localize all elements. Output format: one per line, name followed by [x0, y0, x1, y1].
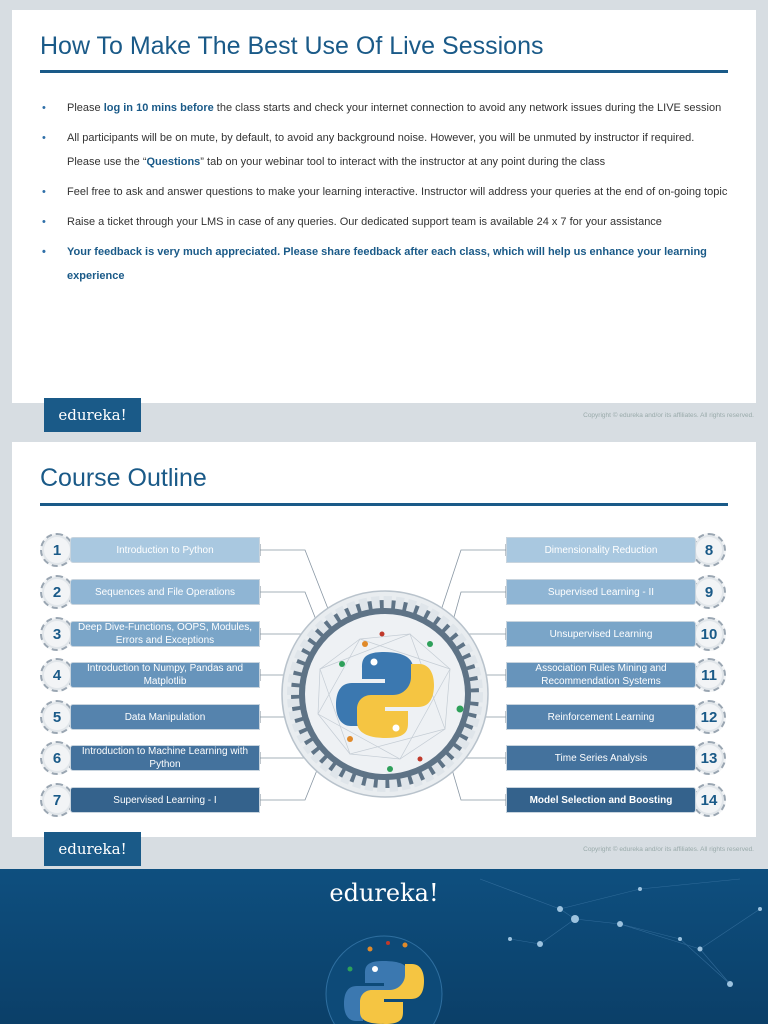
copyright-text: Copyright © edureka and/or its affiliates. All rights reserved.	[583, 412, 754, 419]
copyright-text: Copyright © edureka and/or its affiliates. All rights reserved.	[583, 846, 754, 853]
module-label: Unsupervised Learning	[506, 621, 696, 647]
module-number: 11	[692, 658, 726, 692]
module-number: 13	[692, 741, 726, 775]
slide-live-sessions	[12, 10, 756, 403]
module-label: Deep Dive-Functions, OOPS, Modules, Errors and Exceptions	[70, 621, 260, 647]
module-label: Dimensionality Reduction	[506, 537, 696, 563]
python-wheel-graphic	[280, 589, 490, 799]
slide-title: Course Outline	[40, 464, 207, 492]
module-number: 14	[692, 783, 726, 817]
edureka-logo: edureka!	[44, 398, 141, 432]
list-item: • Feel free to ask and answer questions to make your learning interactive. Instructor will address your queries at the end of on-going topic	[40, 180, 730, 204]
slide-course-outline	[12, 442, 756, 837]
module-number: 7	[40, 783, 74, 817]
module-label: Introduction to Python	[70, 537, 260, 563]
module-label: Supervised Learning - II	[506, 579, 696, 605]
module-label: Association Rules Mining and Recommendation Systems	[506, 662, 696, 688]
module-number: 6	[40, 741, 74, 775]
module-label: Reinforcement Learning	[506, 704, 696, 730]
slide-title-cover	[0, 869, 768, 1024]
module-number: 2	[40, 575, 74, 609]
module-label: Introduction to Machine Learning with Python	[70, 745, 260, 771]
module-number: 1	[40, 533, 74, 567]
edureka-logo: edureka!	[329, 879, 439, 907]
edureka-logo: edureka!	[44, 832, 141, 866]
slide-footer	[12, 403, 756, 435]
module-number: 5	[40, 700, 74, 734]
module-number: 9	[692, 575, 726, 609]
list-item: • Raise a ticket through your LMS in case of any queries. Our dedicated support team is available 24 x 7 for your assistance	[40, 210, 730, 234]
module-number: 3	[40, 617, 74, 651]
module-label: Model Selection and Boosting	[506, 787, 696, 813]
module-number: 12	[692, 700, 726, 734]
module-label: Data Manipulation	[70, 704, 260, 730]
module-label: Sequences and File Operations	[70, 579, 260, 605]
slide-footer	[12, 837, 756, 869]
tips-list	[40, 96, 730, 294]
module-label: Time Series Analysis	[506, 745, 696, 771]
module-label: Supervised Learning - I	[70, 787, 260, 813]
title-divider	[40, 70, 728, 73]
list-item: • Please log in 10 mins before the class starts and check your internet connection to avoid any network issues during the LIVE session	[40, 96, 730, 120]
slide-title: How To Make The Best Use Of Live Sessions	[40, 32, 544, 60]
feedback-item: • Your feedback is very much appreciated. Please share feedback after each class, which will help us enhance your learning experience	[40, 240, 730, 288]
module-label: Introduction to Numpy, Pandas and Matplotlib	[70, 662, 260, 688]
module-number: 10	[692, 617, 726, 651]
list-item: • All participants will be on mute, by default, to avoid any background noise. However, you will be unmuted by instructor if required. Please use the “Questions” tab on your webinar tool to interact with the instructor at any point during the class	[40, 126, 730, 174]
module-number: 8	[692, 533, 726, 567]
module-number: 4	[40, 658, 74, 692]
